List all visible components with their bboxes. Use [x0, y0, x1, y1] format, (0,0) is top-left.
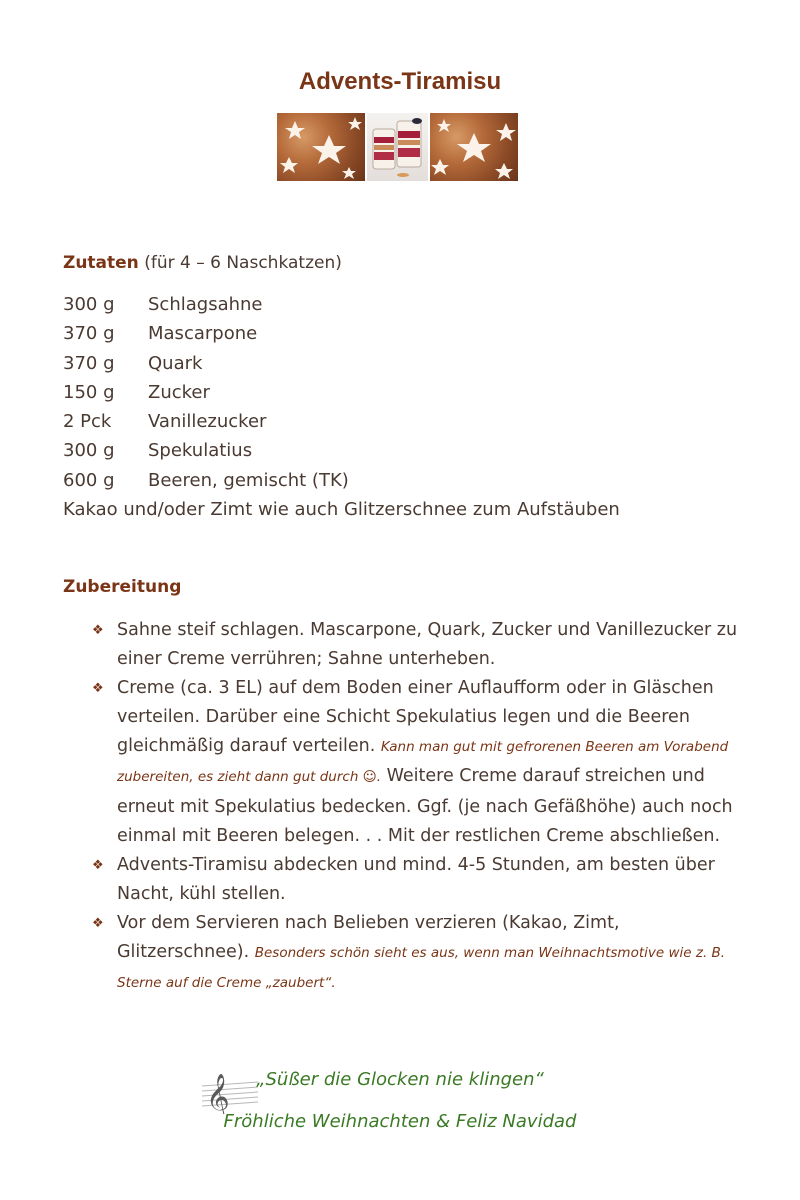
- page-title: Advents-Tiramisu: [298, 68, 502, 95]
- tiramisu-glasses-photo: [367, 113, 428, 181]
- ingredients-title: Zutaten: [63, 253, 139, 273]
- step-text: Advents-Tiramisu abdecken und mind. 4-5 Stunden, am besten über Nacht, kühl stellen.: [117, 854, 715, 904]
- step-note: Kann man gut mit gefrorenen Beeren am Vorabend zubereiten, es zieht dann gut durch ☺.: [117, 739, 729, 786]
- ingredient-name: Zucker: [148, 381, 210, 403]
- ingredient-name: Beeren, gemischt (TK): [148, 469, 349, 491]
- step-text: Creme (ca. 3 EL) auf dem Boden einer Auflaufform oder in Gläschen verteilen. Darüber eine Schicht Spekulatius legen und die Beeren gleichmäßig darauf verteilen.: [117, 678, 714, 757]
- diamond-bullet-icon: ❖: [92, 915, 104, 931]
- ingredient-name: Quark: [148, 352, 203, 374]
- ingredient-name: Vanillezucker: [148, 411, 267, 433]
- ingredient-quantity: 300 g: [63, 440, 115, 462]
- step-text: Sahne steif schlagen. Mascarpone, Quark, Zucker und Vanillezucker zu einer Creme verrühren; Sahne unterheben.: [117, 620, 738, 670]
- ingredient-name: Schlagsahne: [148, 294, 263, 315]
- step-note: Besonders schön sieht es aus, wenn man Weihnachtsmotive wie z. B. Sterne auf die Creme „zaubert“.: [117, 945, 726, 992]
- stars-icon: [277, 113, 365, 181]
- ingredients-servings: (für 4 – 6 Naschkatzen): [144, 253, 342, 273]
- ingredient-item: [63, 349, 620, 378]
- header-banner: [277, 113, 518, 181]
- diamond-bullet-icon: ❖: [92, 623, 104, 638]
- ingredient-quantity: 600 g: [63, 469, 115, 491]
- ingredient-quantity: 370 g: [63, 323, 115, 345]
- preparation-heading: [63, 577, 181, 597]
- ingredient-quantity: 300 g: [63, 294, 115, 315]
- ingredient-list: [63, 290, 620, 524]
- preparation-step: [88, 674, 748, 851]
- ingredients-heading: [63, 253, 342, 273]
- ingredient-quantity: 150 g: [63, 381, 115, 403]
- preparation-step: [88, 616, 748, 674]
- stars-icon: [430, 113, 518, 181]
- preparation-step: [88, 851, 748, 909]
- diamond-bullet-icon: ❖: [92, 857, 104, 873]
- ingredient-quantity: 2 Pck: [63, 411, 112, 433]
- step-text: Vor dem Servieren nach Belieben verzieren (Kakao, Zimt, Glitzerschnee).: [117, 912, 620, 963]
- svg-text:𝄞: 𝄞: [206, 1074, 230, 1114]
- ingredient-extra: Kakao und/oder Zimt wie auch Glitzerschnee zum Aufstäuben: [63, 499, 620, 521]
- diamond-bullet-icon: ❖: [92, 681, 104, 697]
- ingredient-name: Mascarpone: [148, 323, 258, 345]
- preparation-step: [88, 909, 748, 998]
- preparation-steps: [88, 616, 748, 998]
- step-text-continued: Weitere Creme darauf streichen und erneut mit Spekulatius bedecken. Ggf. (je nach Gefäßhöhe) auch noch einmal mit Beeren belegen. . . Mit der restlichen Creme abschließen.: [117, 766, 733, 846]
- ingredient-name: Spekulatius: [148, 440, 253, 462]
- ingredient-item: [63, 290, 620, 319]
- preparation-title: Zubereitung: [63, 577, 182, 597]
- footer-greeting: Fröhliche Weihnachten & Feliz Navidad: [223, 1111, 577, 1132]
- ingredient-item: [63, 436, 620, 465]
- ingredient-item: [63, 466, 620, 495]
- ingredient-item: [63, 378, 620, 407]
- ingredient-quantity: 370 g: [63, 352, 115, 374]
- ingredient-item: [63, 407, 620, 436]
- footer-quote: „Süßer die Glocken nie klingen“: [256, 1069, 544, 1090]
- ingredient-item: [63, 319, 620, 348]
